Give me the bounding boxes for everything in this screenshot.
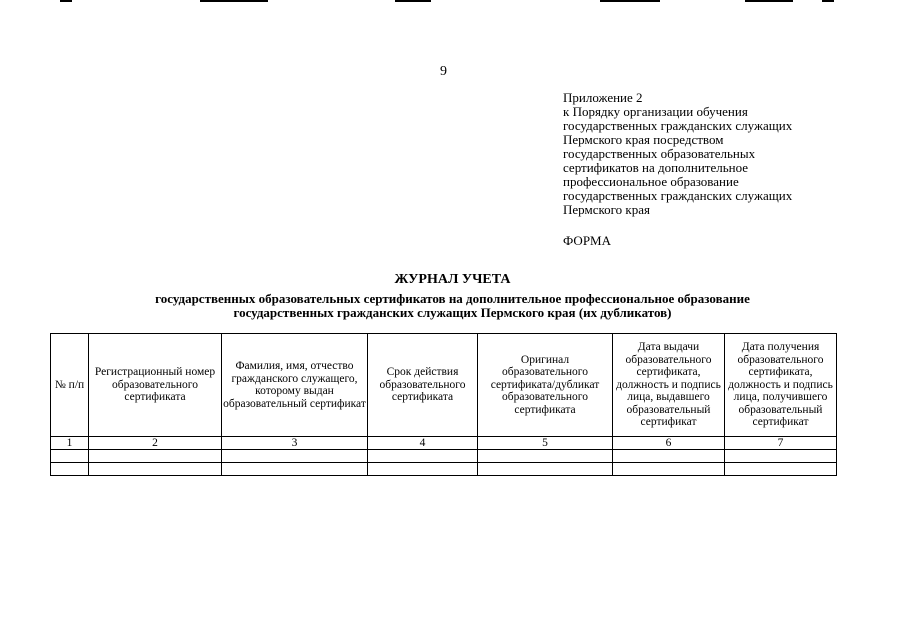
subtitle-line: государственных образовательных сертификатов на дополнительное профессиональное образование	[155, 291, 750, 306]
page-number: 9	[440, 64, 447, 79]
table-cell	[89, 450, 222, 463]
column-header-original-duplicate: Оригинал образовательного сертификата/дубликат образовательного сертификата	[478, 334, 613, 437]
scan-mark	[395, 0, 431, 2]
appendix-line: Приложение 2	[563, 90, 643, 105]
appendix-line: государственных образовательных	[563, 146, 756, 161]
table-cell	[368, 450, 478, 463]
column-header-number: № п/п	[51, 334, 89, 437]
table-cell	[368, 463, 478, 476]
table-cell	[613, 450, 725, 463]
table-row	[51, 463, 837, 476]
table-cell	[613, 463, 725, 476]
scan-mark	[600, 0, 660, 2]
column-header-issue-date: Дата выдачи образовательного сертификата, должность и подпись лица, выдавшего образовательный сертификат	[613, 334, 725, 437]
appendix-note	[563, 91, 863, 217]
column-header-validity-period: Срок действия образовательного сертификата	[368, 334, 478, 437]
column-number: 7	[725, 437, 837, 450]
table-cell	[725, 450, 837, 463]
table-cell	[222, 463, 368, 476]
column-number: 4	[368, 437, 478, 450]
appendix-line: профессиональное образование	[563, 174, 739, 189]
column-number: 3	[222, 437, 368, 450]
column-number: 6	[613, 437, 725, 450]
appendix-line: Пермского края	[563, 202, 650, 217]
column-header-full-name: Фамилия, имя, отчество гражданского служащего, которому выдан образовательный сертификат	[222, 334, 368, 437]
table-cell	[89, 463, 222, 476]
document-subtitle	[0, 292, 905, 320]
form-label: ФОРМА	[563, 233, 611, 248]
column-number: 1	[51, 437, 89, 450]
appendix-line: к Порядку организации обучения	[563, 104, 748, 119]
table-cell	[51, 450, 89, 463]
document-title: ЖУРНАЛ УЧЕТА	[394, 272, 511, 287]
table-cell	[478, 450, 613, 463]
scan-mark	[200, 0, 268, 2]
table-cell	[478, 463, 613, 476]
scan-mark	[745, 0, 793, 2]
table-row	[51, 450, 837, 463]
table-cell	[51, 463, 89, 476]
subtitle-line: государственных гражданских служащих Пермского края (их дубликатов)	[233, 305, 672, 320]
appendix-line: Пермского края посредством	[563, 132, 724, 147]
journal-table	[50, 333, 837, 476]
table-cell	[725, 463, 837, 476]
appendix-line: государственных гражданских служащих	[563, 118, 793, 133]
column-header-receipt-date: Дата получения образовательного сертификата, должность и подпись лица, получившего образовательный сертификат	[725, 334, 837, 437]
column-header-registration-number: Регистрационный номер образовательного сертификата	[89, 334, 222, 437]
scan-mark	[822, 0, 834, 2]
scan-mark	[60, 0, 72, 2]
appendix-line: сертификатов на дополнительное	[563, 160, 749, 175]
column-number: 5	[478, 437, 613, 450]
column-number: 2	[89, 437, 222, 450]
appendix-line: государственных гражданских служащих	[563, 188, 793, 203]
table-cell	[222, 450, 368, 463]
